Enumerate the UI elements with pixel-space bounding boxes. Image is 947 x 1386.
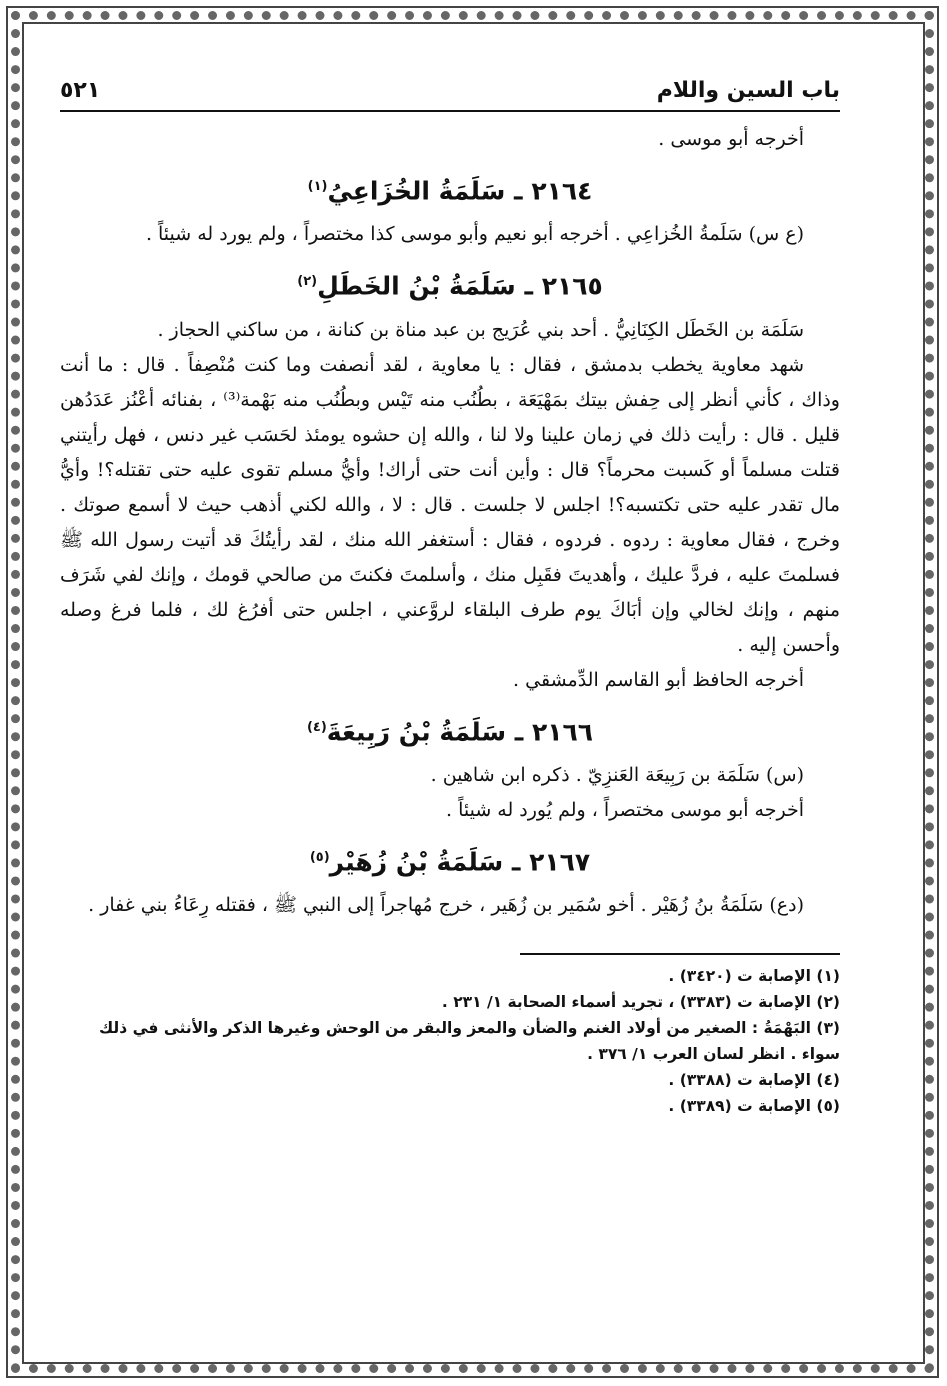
paragraph: أخرجه أبو موسى . bbox=[658, 128, 804, 150]
entry-heading bbox=[60, 838, 840, 882]
entry-heading-text: ٢١٦٧ ـ سَلَمَةُ بْنُ زُهَيْر bbox=[329, 847, 591, 877]
footnote-item: (٢) الإصابة ت (٣٣٨٣) ، تجريد أسماء الصحابة ١/ ٢٣١ . bbox=[441, 993, 840, 1012]
chapter-title: باب السين واللام bbox=[656, 78, 840, 103]
footnotes-separator bbox=[520, 953, 840, 955]
running-header bbox=[60, 72, 840, 112]
entry-heading-text: ٢١٦٤ ـ سَلَمَةُ الخُزَاعِيُ bbox=[327, 176, 593, 206]
main-text bbox=[60, 122, 840, 923]
entry-heading-text: ٢١٦٥ ـ سَلَمَةُ بْنُ الخَطَلِ bbox=[317, 271, 603, 301]
footnote-item: (١) الإصابة ت (٣٤٢٠) . bbox=[668, 967, 840, 986]
footnote-item: (٥) الإصابة ت (٣٣٨٩) . bbox=[668, 1097, 840, 1116]
paragraph: أخرجه الحافظ أبو القاسم الدِّمشقي . bbox=[513, 668, 804, 691]
paragraph: (ع س) سَلَمةُ الخُزاعِي . أخرجه أبو نعيم وأبو موسى كذا مختصراً ، ولم يورد له شيئاً . bbox=[145, 223, 804, 246]
entry-heading bbox=[60, 262, 840, 306]
footnote-ref: (٢) bbox=[297, 274, 318, 290]
paragraph: أخرجه أبو موسى مختصراً ، ولم يُورد له شيئاً . bbox=[445, 798, 804, 821]
paragraph: سَلَمَة بن الخَطَل الكِنَانِيُّ . أحد بني عُرَيج بن عبد مناة بن كنانة ، من ساكني الحجاز . bbox=[157, 318, 804, 341]
footnote-ref: (١) bbox=[307, 179, 328, 194]
footnotes bbox=[60, 963, 840, 1119]
paragraph: (س) سَلَمَة بن رَبِيعَة العَنزِيّ . ذكره ابن شاهين . bbox=[430, 763, 804, 786]
paragraph: شهد معاوية يخطب بدمشق ، فقال : يا معاوية ، لقد أنصفت وما كنت مُنْصِفاً . قال : ما أنت وذاك ، كأني أنظر إلى حِفش بيتك بمَهْيَعَة ، بطُنُب منه تَيْس وبطُنُب منه بَهْمة⁽³⁾ ، بفنائه أعْنُز عَدَدُهن قليل . قال : رأيت ذلك في زمان علينا ولا لنا ، والله إن حشوه يومئذ لحَسَب غير دنس ، فهل رأيتني قتلت مسلماً أو كَسبت محرماً؟ قال : وأين أنت حتى أراك! وأيُّ مسلم تقوى عليه حتى تقتله؟! وأيُّ مال تقدر عليه حتى تكتسبه؟! اجلس لا جلست . قال : لا ، والله لكني أذهب حيث لا أسمع صوتك . وخرج ، فقال معاوية : ردوه . فردوه ، فقال : أستغفر الله منك ، لقد رأيتُكَ قد أتيت رسول الله ﷺ فسلمتَ عليه ، فردَّ عليك ، وأهديتَ فقَبِل منك ، وأسلمتَ فكنتَ من صالحي قومك ، وإنك لفي شَرَف منهم ، وإنك لخالي وإن أبَاكَ يوم طرف البلقاء لروَّعني ، اجلس حتى أفرُغ لك ، فلما فرغ وصله وأحسن إليه . bbox=[60, 353, 841, 656]
footnote-item: (٤) الإصابة ت (٣٣٨٨) . bbox=[668, 1071, 840, 1090]
entry-heading bbox=[60, 708, 840, 752]
page-content bbox=[60, 72, 840, 1332]
entry-heading bbox=[60, 167, 840, 211]
page-number: ٥٢١ bbox=[60, 78, 101, 103]
paragraph: (دع) سَلَمَةُ بنُ زُهَيْر . أخو سُمَير بن زُهَير ، خرج مُهاجراً إلى النبي ﷺ ، فقتله رِعَاءُ بني غفار . bbox=[88, 894, 804, 917]
footnote-ref: (٤) bbox=[306, 719, 327, 735]
footnote-ref: (٥) bbox=[309, 849, 330, 865]
entry-heading-text: ٢١٦٦ ـ سَلَمَةُ بْنُ رَبِيعَةَ bbox=[326, 716, 594, 746]
footnote-item: (٣) البَهْمَةُ : الصغير من أولاد الغنم والضأن والمعز والبقر من الوحش وغيرها الذكر والأنثى في ذلك سواء . انظر لسان العرب ١/ ٣٧٦ . bbox=[98, 1019, 840, 1064]
